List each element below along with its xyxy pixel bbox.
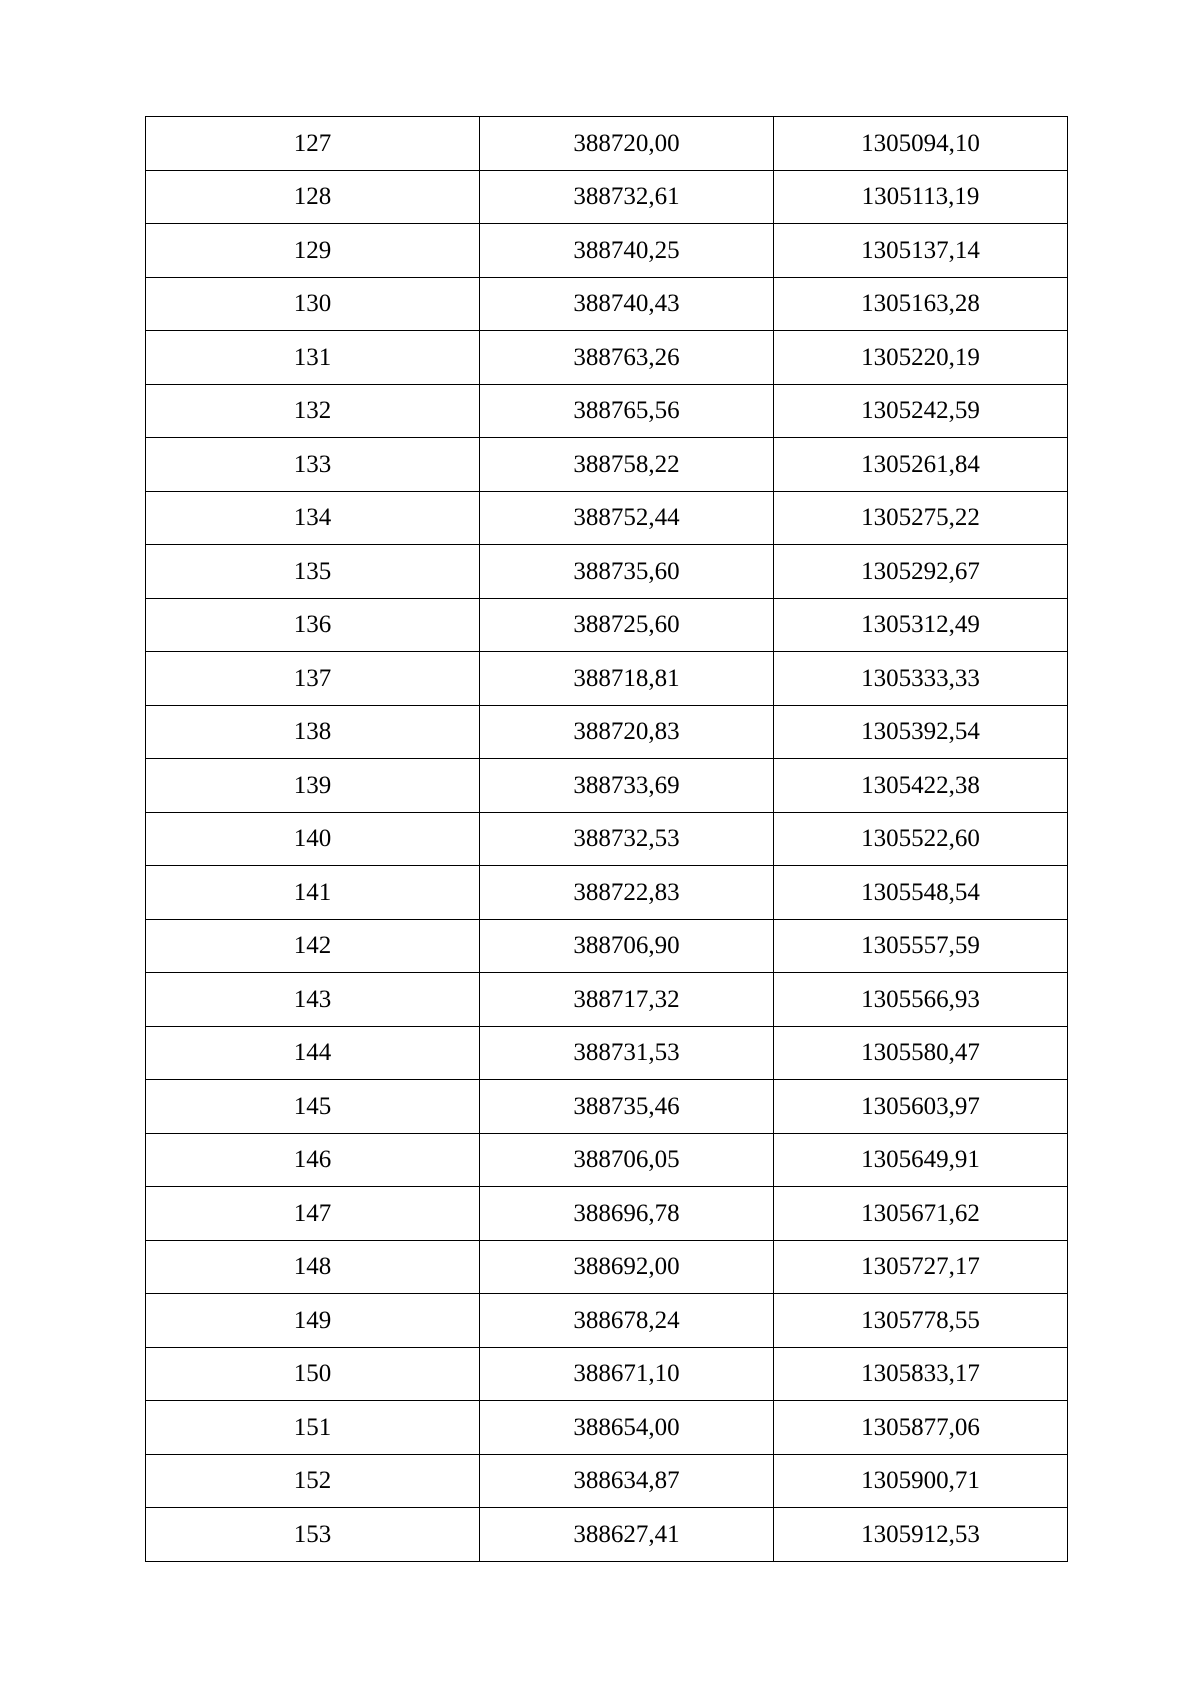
point-number-cell: 136 (146, 598, 480, 652)
point-number-cell: 130 (146, 277, 480, 331)
y-coordinate-cell: 1305877,06 (774, 1401, 1068, 1455)
point-number-cell: 138 (146, 705, 480, 759)
table-row (146, 224, 1068, 278)
point-number-cell: 151 (146, 1401, 480, 1455)
point-number-cell: 140 (146, 812, 480, 866)
x-coordinate-cell: 388671,10 (480, 1347, 774, 1401)
point-number-cell: 145 (146, 1080, 480, 1134)
table-row (146, 331, 1068, 385)
point-number-cell: 147 (146, 1187, 480, 1241)
x-coordinate-cell: 388720,83 (480, 705, 774, 759)
y-coordinate-cell: 1305137,14 (774, 224, 1068, 278)
point-number-cell: 141 (146, 866, 480, 920)
y-coordinate-cell: 1305833,17 (774, 1347, 1068, 1401)
point-number-cell: 137 (146, 652, 480, 706)
table-row (146, 1401, 1068, 1455)
table-row (146, 1026, 1068, 1080)
table-row (146, 652, 1068, 706)
x-coordinate-cell: 388735,46 (480, 1080, 774, 1134)
table-row (146, 545, 1068, 599)
x-coordinate-cell: 388732,53 (480, 812, 774, 866)
y-coordinate-cell: 1305522,60 (774, 812, 1068, 866)
x-coordinate-cell: 388706,05 (480, 1133, 774, 1187)
y-coordinate-cell: 1305333,33 (774, 652, 1068, 706)
x-coordinate-cell: 388692,00 (480, 1240, 774, 1294)
table-row (146, 1133, 1068, 1187)
x-coordinate-cell: 388706,90 (480, 919, 774, 973)
y-coordinate-cell: 1305392,54 (774, 705, 1068, 759)
y-coordinate-cell: 1305727,17 (774, 1240, 1068, 1294)
table-row (146, 117, 1068, 171)
coordinates-table (145, 116, 1068, 1562)
point-number-cell: 127 (146, 117, 480, 171)
y-coordinate-cell: 1305094,10 (774, 117, 1068, 171)
table-row (146, 705, 1068, 759)
table-row (146, 384, 1068, 438)
x-coordinate-cell: 388654,00 (480, 1401, 774, 1455)
table-row (146, 973, 1068, 1027)
y-coordinate-cell: 1305671,62 (774, 1187, 1068, 1241)
y-coordinate-cell: 1305220,19 (774, 331, 1068, 385)
y-coordinate-cell: 1305580,47 (774, 1026, 1068, 1080)
y-coordinate-cell: 1305422,38 (774, 759, 1068, 813)
x-coordinate-cell: 388678,24 (480, 1294, 774, 1348)
x-coordinate-cell: 388722,83 (480, 866, 774, 920)
y-coordinate-cell: 1305566,93 (774, 973, 1068, 1027)
table-row (146, 277, 1068, 331)
y-coordinate-cell: 1305242,59 (774, 384, 1068, 438)
table-row (146, 1347, 1068, 1401)
table-row (146, 438, 1068, 492)
point-number-cell: 133 (146, 438, 480, 492)
x-coordinate-cell: 388627,41 (480, 1508, 774, 1562)
x-coordinate-cell: 388735,60 (480, 545, 774, 599)
table-row (146, 812, 1068, 866)
table-row (146, 1294, 1068, 1348)
x-coordinate-cell: 388718,81 (480, 652, 774, 706)
table-row (146, 1240, 1068, 1294)
point-number-cell: 153 (146, 1508, 480, 1562)
y-coordinate-cell: 1305557,59 (774, 919, 1068, 973)
x-coordinate-cell: 388731,53 (480, 1026, 774, 1080)
y-coordinate-cell: 1305261,84 (774, 438, 1068, 492)
y-coordinate-cell: 1305603,97 (774, 1080, 1068, 1134)
y-coordinate-cell: 1305113,19 (774, 170, 1068, 224)
point-number-cell: 143 (146, 973, 480, 1027)
table-row (146, 598, 1068, 652)
table-row (146, 1187, 1068, 1241)
point-number-cell: 146 (146, 1133, 480, 1187)
x-coordinate-cell: 388725,60 (480, 598, 774, 652)
point-number-cell: 128 (146, 170, 480, 224)
x-coordinate-cell: 388740,25 (480, 224, 774, 278)
table-row (146, 759, 1068, 813)
y-coordinate-cell: 1305778,55 (774, 1294, 1068, 1348)
point-number-cell: 134 (146, 491, 480, 545)
x-coordinate-cell: 388752,44 (480, 491, 774, 545)
point-number-cell: 144 (146, 1026, 480, 1080)
table-row (146, 866, 1068, 920)
x-coordinate-cell: 388696,78 (480, 1187, 774, 1241)
y-coordinate-cell: 1305900,71 (774, 1454, 1068, 1508)
x-coordinate-cell: 388758,22 (480, 438, 774, 492)
point-number-cell: 152 (146, 1454, 480, 1508)
point-number-cell: 129 (146, 224, 480, 278)
x-coordinate-cell: 388763,26 (480, 331, 774, 385)
table-row (146, 1454, 1068, 1508)
coordinates-table-body (146, 117, 1068, 1562)
point-number-cell: 142 (146, 919, 480, 973)
table-row (146, 1080, 1068, 1134)
x-coordinate-cell: 388717,32 (480, 973, 774, 1027)
y-coordinate-cell: 1305292,67 (774, 545, 1068, 599)
table-row (146, 1508, 1068, 1562)
x-coordinate-cell: 388765,56 (480, 384, 774, 438)
point-number-cell: 131 (146, 331, 480, 385)
point-number-cell: 132 (146, 384, 480, 438)
x-coordinate-cell: 388732,61 (480, 170, 774, 224)
point-number-cell: 149 (146, 1294, 480, 1348)
y-coordinate-cell: 1305649,91 (774, 1133, 1068, 1187)
y-coordinate-cell: 1305163,28 (774, 277, 1068, 331)
y-coordinate-cell: 1305912,53 (774, 1508, 1068, 1562)
x-coordinate-cell: 388740,43 (480, 277, 774, 331)
y-coordinate-cell: 1305548,54 (774, 866, 1068, 920)
table-row (146, 491, 1068, 545)
point-number-cell: 135 (146, 545, 480, 599)
point-number-cell: 139 (146, 759, 480, 813)
x-coordinate-cell: 388720,00 (480, 117, 774, 171)
table-row (146, 919, 1068, 973)
table-row (146, 170, 1068, 224)
x-coordinate-cell: 388634,87 (480, 1454, 774, 1508)
y-coordinate-cell: 1305275,22 (774, 491, 1068, 545)
point-number-cell: 148 (146, 1240, 480, 1294)
x-coordinate-cell: 388733,69 (480, 759, 774, 813)
y-coordinate-cell: 1305312,49 (774, 598, 1068, 652)
point-number-cell: 150 (146, 1347, 480, 1401)
